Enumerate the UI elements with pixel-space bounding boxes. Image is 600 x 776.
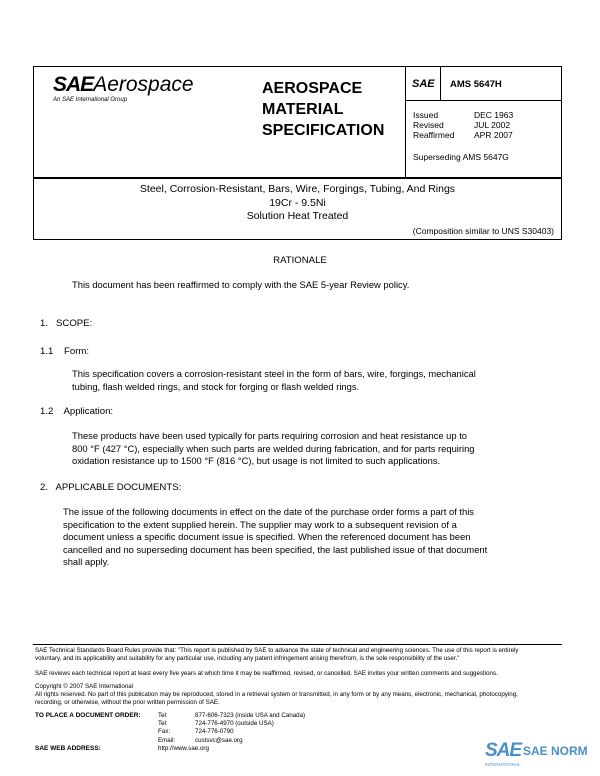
section-1-1-text-line: tubing, flash welded rings, and stock for forging or flash welded rings.	[72, 380, 360, 392]
tel-value: 877-606-7323 (inside USA and Canada)	[195, 712, 306, 719]
section-1-heading: 1. SCOPE:	[40, 318, 93, 329]
web-value[interactable]: http://www.sae.org	[158, 745, 209, 752]
reaffirmed-label: Reaffirmed	[413, 130, 455, 140]
composition-note: (Composition similar to UNS S30403)	[412, 226, 554, 236]
tel2-row	[158, 720, 305, 728]
email-value[interactable]: custsvc@sae.org	[195, 736, 243, 744]
tel-label: Tel:	[158, 712, 168, 719]
revised-label: Revised	[413, 120, 444, 130]
section-1-1-heading: 1.1 Form:	[40, 346, 90, 357]
section-2-text	[63, 506, 487, 569]
spec-number-rule	[405, 100, 562, 101]
email-label: Email:	[158, 736, 176, 744]
watermark-norm-text: SAE NORM	[523, 744, 588, 758]
logo-sae-text: SAE	[53, 73, 94, 96]
watermark-sae-logo: SAE	[485, 740, 522, 761]
spec-number: AMS 5647H	[450, 79, 502, 90]
tel2-value: 724-776-4970 (outside USA)	[195, 720, 274, 728]
footer-rights-line: All rights reserved. No part of this publication may be reproduced, stored in a retrieval system or transmitted, in any form or by any means, electronic, mechanical, photocopying,	[35, 691, 518, 698]
footer-rights	[35, 691, 518, 707]
watermark-sub-text: INTERNATIONAL	[485, 762, 521, 767]
section-2-text-line: The issue of the following documents in effect on the date of the purchase order forms a part of this	[63, 506, 474, 517]
tel-row	[158, 712, 305, 720]
section-2-text-line: specification to the extent supplied herein. The supplier may work to a subsequent revision of a	[63, 518, 457, 530]
section-1-2-heading: 1.2 Application:	[40, 406, 114, 417]
superseding: Superseding AMS 5647G	[413, 152, 509, 162]
footer-rights-line: recording, or otherwise, without the prior written permission of SAE.	[35, 699, 220, 706]
fax-label: Fax:	[158, 728, 171, 736]
reaffirmed-value: APR 2007	[474, 130, 513, 140]
rationale-text: This document has been reaffirmed to comply with the SAE 5-year Review policy.	[72, 279, 410, 290]
footer-rule	[33, 644, 562, 645]
section-1-2-text-line: These products have been used typically for parts requiring corrosion and heat resistance up to	[72, 430, 468, 441]
logo-tagline: An SAE International Group	[53, 97, 128, 103]
header-divider	[405, 66, 406, 178]
tel2-label: Tel:	[158, 720, 168, 728]
small-sae-logo: SAE	[412, 78, 435, 90]
section-1-1-text	[72, 368, 476, 393]
order-label: TO PLACE A DOCUMENT ORDER:	[35, 712, 141, 719]
small-logo-divider	[440, 66, 441, 100]
section-2-heading: 2. APPLICABLE DOCUMENTS:	[40, 482, 182, 493]
issued-value: DEC 1963	[474, 110, 514, 120]
title-line1: Steel, Corrosion-Resistant, Bars, Wire, Forgings, Tubing, And Rings	[139, 183, 456, 195]
email-row	[158, 737, 305, 745]
section-1-2-text-line: oxidation resistance up to 1500 °F (816 °C), but usage is not limited to such applications.	[72, 455, 441, 466]
title-line3: Solution Heat Treated	[246, 210, 349, 222]
section-1-2-text	[72, 430, 475, 468]
sae-aerospace-logo	[53, 73, 194, 97]
sae-norm-watermark	[485, 740, 595, 770]
footer-rules-line: voluntary, and its applicability and suitability for any particular use, including any patent infringement arising therefrom, is the sole responsibility of the user."	[35, 655, 460, 662]
section-1-2-text-line: 800 °F (427 °C), especially when such parts are welded during fabrication, and for parts requiring	[72, 442, 475, 454]
fax-row	[158, 728, 305, 736]
revised-value: JUL 2002	[474, 120, 511, 130]
footer-review: SAE reviews each technical report at least every five years at which time it may be reaffirmed, revised, or cancelled. SAE invites your written comments and suggestions.	[35, 670, 498, 677]
rationale-heading: RATIONALE	[273, 255, 327, 266]
section-1-1-text-line: This specification covers a corrosion-resistant steel in the form of bars, wire, forgings, mechanical	[72, 368, 476, 379]
section-2-text-line: document unless a specific document issue is specified. When the referenced document has been	[63, 531, 471, 542]
logo-aerospace-text: Aerospace	[93, 73, 194, 96]
web-label: SAE WEB ADDRESS:	[35, 745, 101, 752]
section-2-text-line: cancelled and no superseding document has been specified, the last published issue of that document	[63, 543, 488, 555]
issued-label: Issued	[413, 110, 439, 120]
doc-type-line1: AEROSPACE	[262, 80, 363, 97]
fax-value: 724-776-0790	[195, 728, 234, 736]
footer-rules-line: SAE Technical Standards Board Rules provide that: "This report is published by SAE to advance the state of technical and engineering sciences. The use of this report is entirely	[35, 647, 519, 654]
title-block	[33, 183, 562, 224]
doc-type-line3: SPECIFICATION	[262, 122, 385, 139]
doc-type-title	[262, 78, 384, 141]
order-contacts	[158, 712, 305, 745]
title-line2: 19Cr - 9.5Ni	[269, 196, 326, 209]
footer-rules	[35, 647, 519, 663]
doc-type-line2: MATERIAL	[262, 101, 344, 118]
section-2-text-line: shall apply.	[63, 556, 110, 567]
footer-copyright: Copyright © 2007 SAE International	[35, 683, 134, 690]
